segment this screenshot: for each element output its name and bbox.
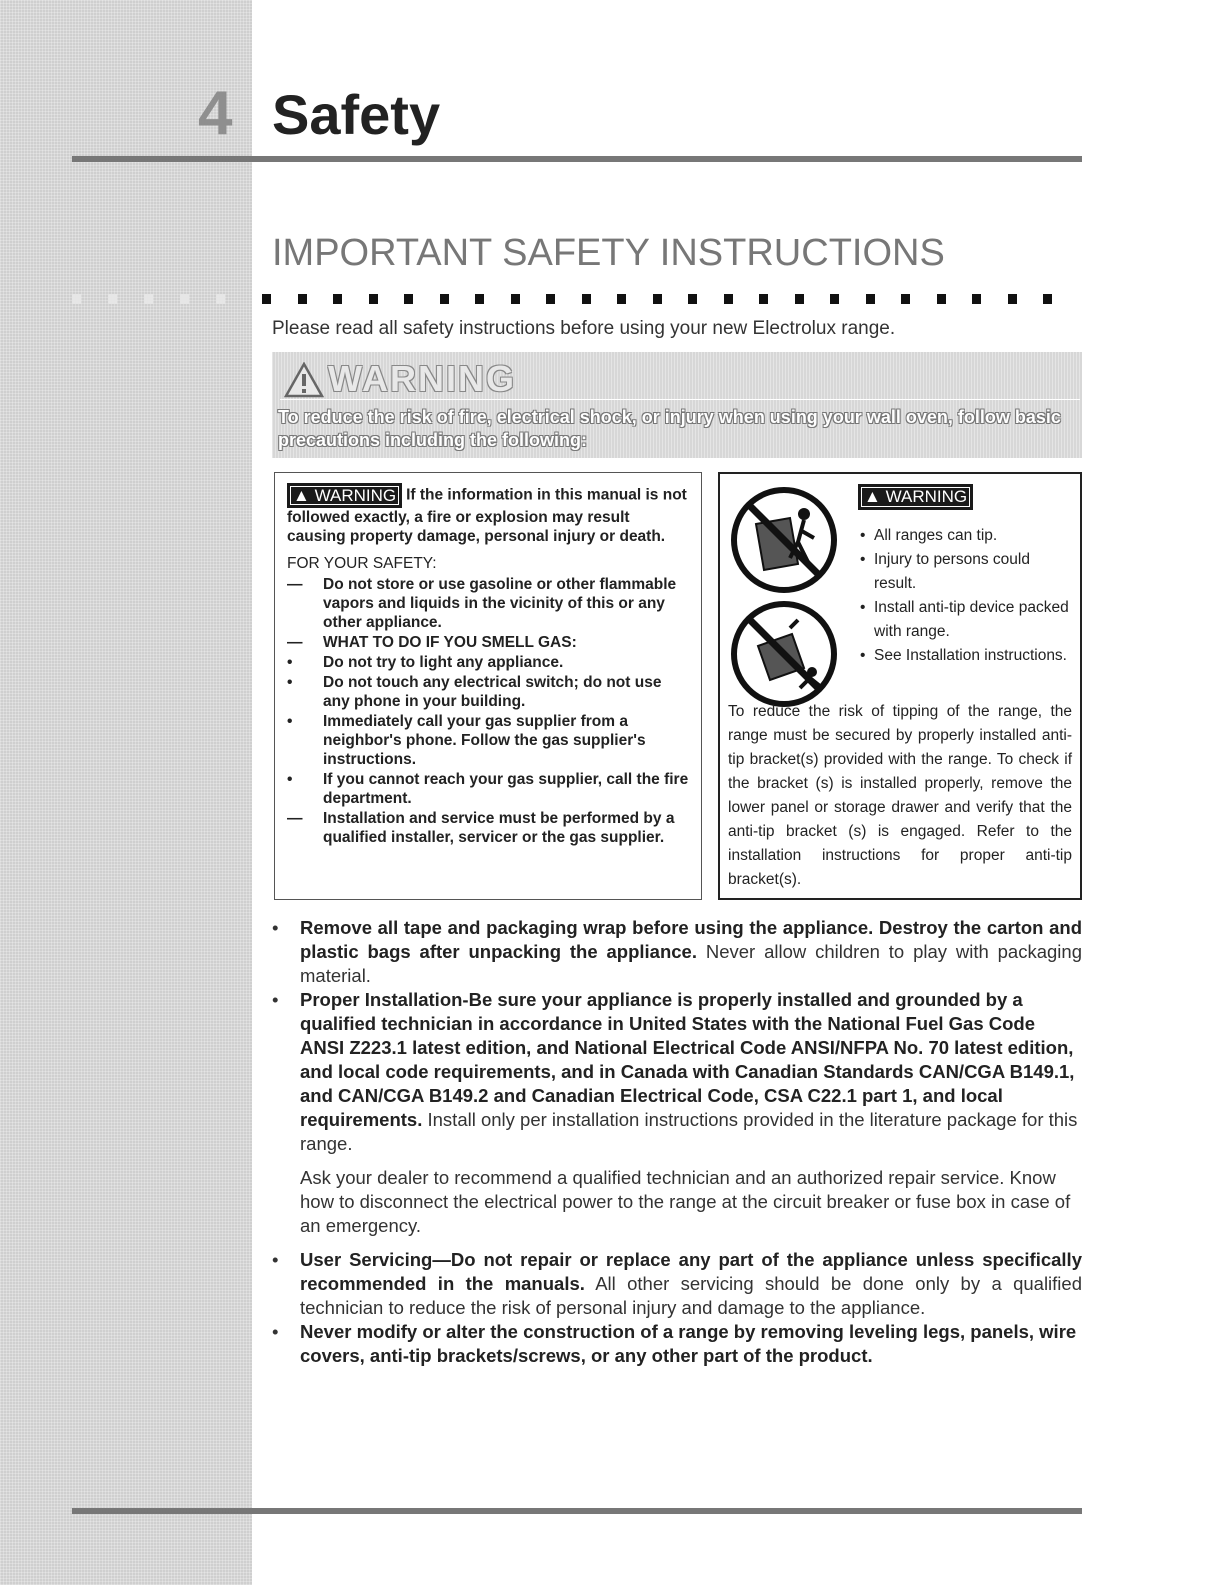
divider-dot: [369, 294, 378, 304]
divider-dot: [262, 294, 271, 304]
section-title: IMPORTANT SAFETY INSTRUCTIONS: [272, 232, 945, 274]
list-item: • Install anti-tip device packed with range.: [860, 596, 1070, 644]
divider-dot: [1043, 294, 1052, 304]
for-your-safety-heading: FOR YOUR SAFETY:: [287, 555, 437, 572]
list-item: — Do not store or use gasoline or other flammable vapors and liquids in the vicinity of this or any other appliance.: [287, 576, 677, 631]
divider-dot: [511, 294, 520, 304]
top-rule: [72, 156, 1082, 162]
divider-dot: [1008, 294, 1017, 304]
list-item: • If you cannot reach your gas supplier, call the fire department.: [287, 771, 689, 807]
list-item: • Remove all tape and packaging wrap before using the appliance. Destroy the carton and plastic bags after unpacking the appliance. Never allow children to play with packaging material.: [272, 917, 1082, 986]
divider-dot: [866, 294, 875, 304]
divider-dot: [724, 294, 733, 304]
dealer-paragraph: Ask your dealer to recommend a qualified technician and an authorized repair service. Know how to disconnect the electrical power to the range at the circuit breaker or fuse box in case of an emergency.: [300, 1167, 1071, 1236]
divider-dot: [617, 294, 626, 304]
divider-dot: [830, 294, 839, 304]
warning-label: WARNING: [328, 358, 516, 399]
banner-divider: [280, 399, 1080, 400]
divider-dot: [795, 294, 804, 304]
tip-warning-box: [718, 472, 1082, 900]
divider-dot: [582, 294, 591, 304]
divider-dot: [688, 294, 697, 304]
divider-dot: [475, 294, 484, 304]
chapter-title: Safety: [272, 83, 441, 146]
chapter-number: 4: [198, 79, 233, 148]
warning-banner: [272, 352, 1082, 458]
list-item: • Injury to persons could result.: [860, 548, 1070, 596]
list-item: — WHAT TO DO IF YOU SMELL GAS:: [287, 634, 577, 651]
list-item: • Do not try to light any appliance.: [287, 654, 564, 671]
warning-badge: ▲ WARNING: [858, 484, 973, 510]
no-tipping-child-icon: [728, 484, 840, 596]
page-sidebar: [0, 0, 252, 1585]
divider-dot: [653, 294, 662, 304]
divider-dot: [759, 294, 768, 304]
no-tipping-range-icon: [728, 598, 840, 710]
divider-dot: [333, 294, 342, 304]
divider-dot: [298, 294, 307, 304]
list-item: • Do not touch any electrical switch; do not use any phone in your building.: [287, 674, 662, 710]
list-item: • Immediately call your gas supplier from a neighbor's phone. Follow the gas supplier's instructions.: [287, 713, 646, 768]
warning-triangle-icon: [284, 362, 324, 398]
divider-dot: [901, 294, 910, 304]
warning-text: To reduce the risk of fire, electrical shock, or injury when using your wall oven, follow basic precautions including the following:: [278, 407, 1061, 450]
divider-dot: [404, 294, 413, 304]
safety-instructions-list: [272, 916, 1082, 1368]
anti-tip-paragraph: To reduce the risk of tipping of the range, the range must be secured by properly installed anti-tip bracket(s) provided with the range. To check if the bracket (s) is installed properly, remove the lower panel or storage drawer and verify that the anti-tip bracket (s) is engaged. Refer to the installation instructions for proper anti-tip bracket(s).: [728, 703, 1072, 888]
bottom-rule: [72, 1508, 1082, 1514]
list-item: • See Installation instructions.: [860, 644, 1070, 668]
intro-text: Please read all safety instructions before using your new Electrolux range.: [272, 318, 896, 339]
divider-dot: [546, 294, 555, 304]
list-item: • Proper Installation-Be sure your appliance is properly installed and grounded by a qualified technician in accordance in United States with the National Fuel Gas Code ANSI Z223.1 latest edition, and National Electrical Code ANSI/NFPA No. 70 latest edition, and local code requirements, and in Canada with Canadian Standards CAN/CGA B149.1, and CAN/CGA B149.2 and Canadian Electrical Code, CSA C22.1 part 1, and local requirements. Install only per installation instructions provided in the literature package for this range.: [272, 989, 1078, 1154]
list-item: — Installation and service must be performed by a qualified installer, servicer or the gas supplier.: [287, 810, 675, 846]
warning-badge: ▲ WARNING: [287, 483, 402, 508]
divider-dot: [972, 294, 981, 304]
gas-warning-lead: If the information in this manual is not followed exactly, a fire or explosion may result causing property damage, personal injury or death.: [287, 486, 687, 545]
list-item: • Never modify or alter the construction of a range by removing leveling legs, panels, wire covers, anti-tip brackets/screws, or any other part of the product.: [272, 1321, 1077, 1366]
list-item: • User Servicing—Do not repair or replace any part of the appliance unless specifically recommended in the manuals. All other servicing should be done only by a qualified technician to reduce the risk of personal injury and damage to the appliance.: [272, 1249, 1082, 1318]
divider-dot: [440, 294, 449, 304]
list-item: • All ranges can tip.: [860, 524, 1070, 548]
gas-warning-box: [274, 472, 702, 900]
divider-dot: [937, 294, 946, 304]
